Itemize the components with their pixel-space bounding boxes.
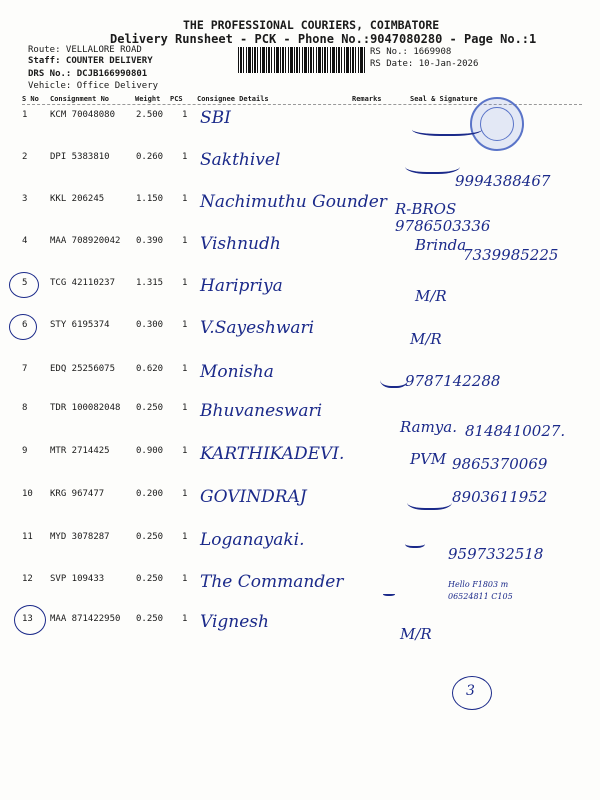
row-consignee-handwritten: Bhuvaneswari — [200, 401, 323, 421]
row-pcs: 1 — [182, 236, 188, 246]
row-weight: 0.250 — [136, 614, 164, 624]
row-consignment-number: EDQ 25256075 — [50, 364, 116, 374]
row-consignee-handwritten: Nachimuthu Gounder — [200, 192, 387, 212]
row-pcs: 1 — [182, 320, 188, 330]
circle-mark-row6 — [9, 314, 37, 340]
row11-signature-scribble — [405, 538, 425, 548]
row-consignee-handwritten: The Commander — [200, 572, 344, 592]
row-consignment-number: MYD 3078287 — [50, 532, 110, 542]
row8-signature: Ramya. — [400, 418, 457, 436]
row-weight: 2.500 — [136, 110, 164, 120]
row-consignee-handwritten: Vishnudh — [200, 234, 281, 254]
row-consignment-number: MAA 708920042 — [50, 236, 121, 246]
row-pcs: 1 — [182, 152, 188, 162]
row-pcs: 1 — [182, 446, 188, 456]
row-consignee-handwritten: Loganayaki. — [200, 530, 305, 550]
row3-signature: R-BROS — [395, 200, 457, 218]
row7-signature-scribble — [380, 368, 408, 388]
row-consignment-number: DPI 5383810 — [50, 152, 110, 162]
row-sno: 7 — [22, 364, 28, 374]
row-sno: 6 — [22, 320, 28, 330]
row-sno: 10 — [22, 489, 33, 499]
row5-signature: M/R — [415, 287, 447, 305]
runsheet-title: Delivery Runsheet - PCK - Phone No.:9047080280 - Page No.:1 — [110, 32, 537, 46]
row8-phone: 8148410027. — [465, 422, 566, 440]
row-consignee-handwritten: GOVINDRAJ — [200, 487, 307, 507]
page-mark: 3 — [466, 683, 475, 699]
row-weight: 0.390 — [136, 236, 164, 246]
row-weight: 1.150 — [136, 194, 164, 204]
row-consignment-number: TDR 100082048 — [50, 403, 121, 413]
row-weight: 0.200 — [136, 489, 164, 499]
staff-label: Staff: COUNTER DELIVERY — [28, 56, 153, 66]
row-sno: 9 — [22, 446, 28, 456]
row11-phone: 9597332518 — [448, 545, 544, 563]
circle-mark-row13 — [14, 605, 46, 635]
row-consignment-number: TCG 42110237 — [50, 278, 116, 288]
row-consignment-number: MAA 871422950 — [50, 614, 121, 624]
row3-phone: 9786503336 — [395, 217, 491, 235]
row-pcs: 1 — [182, 278, 188, 288]
row-sno: 1 — [22, 110, 28, 120]
row-pcs: 1 — [182, 403, 188, 413]
circle-mark-row5 — [9, 272, 39, 298]
barcode — [238, 47, 366, 73]
row-weight: 0.260 — [136, 152, 164, 162]
row-weight: 1.315 — [136, 278, 164, 288]
row4-signature: Brinda — [415, 236, 467, 254]
col-remarks: Remarks — [352, 95, 382, 103]
row-consignment-number: MTR 2714425 — [50, 446, 110, 456]
row-pcs: 1 — [182, 110, 188, 120]
row-consignee-handwritten: Haripriya — [200, 276, 283, 296]
col-consignee: Consignee Details — [197, 95, 269, 103]
rs-date: RS Date: 10-Jan-2026 — [370, 59, 479, 69]
row-consignee-handwritten: V.Sayeshwari — [200, 318, 315, 338]
row12-note: Hello F1803 m — [448, 580, 509, 589]
col-pcs: PCS — [170, 95, 183, 103]
row7-phone: 9787142288 — [405, 372, 501, 390]
row-weight: 0.250 — [136, 532, 164, 542]
col-seal-signature: Seal & Signature — [410, 95, 478, 103]
row-pcs: 1 — [182, 364, 188, 374]
row-consignment-number: SVP 109433 — [50, 574, 105, 584]
row10-phone: 8903611952 — [452, 488, 548, 506]
drs-number: DRS No.: DCJB166990801 — [28, 69, 148, 79]
row6-signature: M/R — [410, 330, 442, 348]
route-label: Route: VELLALORE ROAD — [28, 45, 142, 55]
row2-signature-scribble — [405, 156, 460, 174]
row-pcs: 1 — [182, 532, 188, 542]
row2-phone: 9994388467 — [455, 172, 551, 190]
row-sno: 13 — [22, 614, 33, 624]
row-pcs: 1 — [182, 194, 188, 204]
row4-phone: 7339985225 — [463, 246, 559, 264]
row-consignment-number: KCM 70048080 — [50, 110, 116, 120]
row-consignment-number: KKL 206245 — [50, 194, 105, 204]
col-weight: Weight — [135, 95, 161, 103]
row-sno: 5 — [22, 278, 28, 288]
row-consignee-handwritten: KARTHIKADEVI. — [200, 444, 345, 464]
row-weight: 0.250 — [136, 403, 164, 413]
row-sno: 8 — [22, 403, 28, 413]
row-pcs: 1 — [182, 489, 188, 499]
row-weight: 0.300 — [136, 320, 164, 330]
col-sno: S No — [22, 95, 39, 103]
row-sno: 11 — [22, 532, 33, 542]
vehicle-label: Vehicle: Office Delivery — [28, 81, 159, 91]
row-pcs: 1 — [182, 574, 188, 584]
row-weight: 0.250 — [136, 574, 164, 584]
row-consignee-handwritten: Sakthivel — [200, 150, 281, 170]
row10-signature-scribble — [407, 492, 452, 510]
row-sno: 12 — [22, 574, 33, 584]
row-consignee-handwritten: Monisha — [200, 362, 274, 382]
row1-signature-scribble — [412, 120, 482, 136]
row-weight: 0.620 — [136, 364, 164, 374]
row13-signature: M/R — [400, 625, 432, 643]
row-sno: 2 — [22, 152, 28, 162]
row9-signature: PVM — [410, 450, 447, 468]
row-consignee-handwritten: SBI — [200, 108, 231, 128]
row-consignment-number: KRG 967477 — [50, 489, 105, 499]
row-weight: 0.900 — [136, 446, 164, 456]
row-pcs: 1 — [182, 614, 188, 624]
col-consignment: Consignment No — [50, 95, 110, 103]
row12-signature-scribble — [383, 592, 395, 596]
rs-number: RS No.: 1669908 — [370, 47, 452, 57]
row12-note-line2: 06524811 C105 — [448, 592, 513, 601]
company-name: THE PROFESSIONAL COURIERS, COIMBATORE — [183, 18, 440, 32]
row-sno: 4 — [22, 236, 28, 246]
row-consignee-handwritten: Vignesh — [200, 612, 269, 632]
row-sno: 3 — [22, 194, 28, 204]
row9-phone: 9865370069 — [452, 455, 548, 473]
row-consignment-number: STY 6195374 — [50, 320, 110, 330]
